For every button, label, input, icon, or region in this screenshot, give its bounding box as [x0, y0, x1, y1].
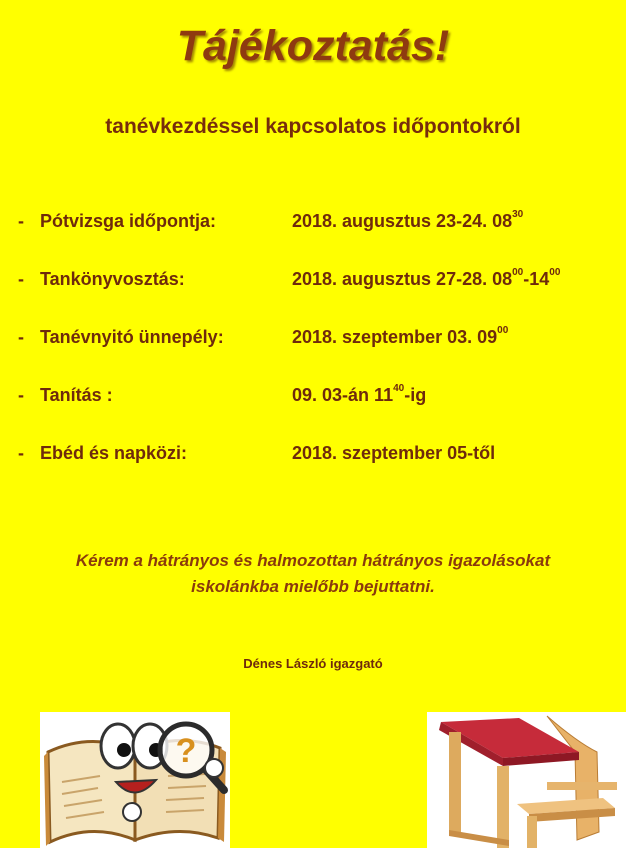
- notice-line: iskolánkba mielőbb bejuttatni.: [191, 577, 435, 596]
- list-dash: -: [18, 211, 24, 231]
- page-subtitle: tanévkezdéssel kapcsolatos időpontokról: [105, 115, 521, 138]
- bench-illustration: [427, 712, 626, 848]
- schedule-item-tankonyv: [0, 269, 626, 295]
- schedule-item-potvizsga: [0, 211, 626, 237]
- schedule-value: 2018. szeptember 03. $09^{00}$: [292, 325, 509, 347]
- cartoon-book-icon: [40, 712, 230, 848]
- schedule-label: Tankönyvosztás:: [40, 269, 185, 289]
- schedule-label: Ebéd és napközi:: [40, 443, 188, 463]
- school-bench-icon: [427, 712, 626, 848]
- list-dash: -: [18, 327, 24, 347]
- notice-line: Kérem a hátrányos és halmozottan hátrányos igazolásokat: [75, 551, 551, 570]
- schedule-value: 2018. szeptember 05-től: [292, 443, 496, 463]
- list-dash: -: [18, 385, 24, 405]
- svg-text:?: ?: [175, 732, 197, 770]
- book-illustration: [40, 712, 230, 848]
- notice-text: [0, 548, 626, 600]
- schedule-item-tanitas: [0, 385, 626, 411]
- schedule-value: 2018. augusztus 27-28. $08^{00}-14^{00}$: [292, 267, 561, 289]
- list-dash: -: [18, 269, 24, 289]
- schedule-label: Pótvizsga időpontja:: [40, 211, 217, 231]
- schedule-label: Tanítás :: [40, 385, 113, 405]
- schedule-value: 09. 03-án $11^{40}-ig$: [292, 383, 427, 405]
- schedule-item-tanevnyito: [0, 327, 626, 353]
- schedule-value: 2018. augusztus 23-24. $08^{30}$: [292, 209, 524, 231]
- page-title: Tájékoztatás!: [176, 22, 450, 70]
- signature: Dénes László igazgató: [243, 656, 383, 671]
- schedule-label: Tanévnyitó ünnepély:: [40, 327, 224, 347]
- list-dash: -: [18, 443, 24, 463]
- schedule-item-ebed: [0, 443, 626, 469]
